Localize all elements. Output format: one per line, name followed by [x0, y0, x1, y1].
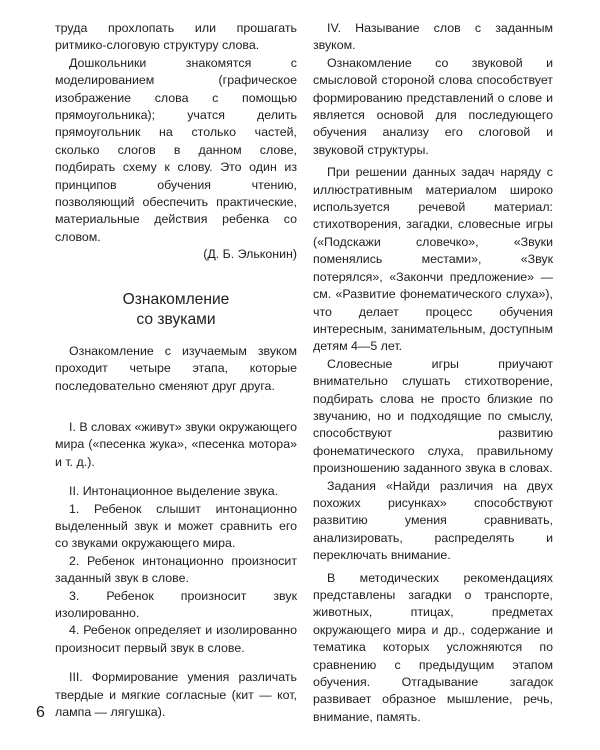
stage-2-item-1: 1. Ребенок слышит интонационно выделенный звук и может сравнить его со звуками окружающего мира.: [55, 501, 297, 551]
page-number: 6: [36, 704, 45, 721]
paragraph-stages-intro: Ознакомление с изучаемым звуком проходит четыре этапа, которые последовательно сменяют друг друга.: [55, 343, 297, 393]
paragraph-speech-material: При решении данных задач наряду с иллюстративным материалом широко используется речевой материал: стихотворения, загадки, словесные игры («Подскажи словечко», «Звуки поменялись местами», «Звук потерялся», «Закончи предложение» — см. «Развитие фонематического слуха»), что делает процесс обучения интересным, занимательным, доступным детям 4—5 лет.: [313, 165, 553, 354]
stage-4: IV. Называние слов с заданным звуком.: [313, 21, 553, 53]
paragraph-modeling: Дошкольники знакомятся с моделированием (графическое изображение слова с помощью прямоугольника); учатся делить прямоугольник на столько частей, сколько слогов в данном слове, подбирать схему к слову. Это один из принципов обучения чтению, позволяющий обеспечить практические, материальные действия ребенка со словом.: [55, 55, 297, 244]
paragraph-riddles: В методических рекомендациях представлены загадки о транспорте, животных, птицах, предметах окружающего мира и др., содержание и тематика которых усложняются по сравнению с предыдущим этапом обучения. Отгадывание загадок развивает образное мышление, речь, внимание, память.: [313, 570, 553, 724]
paragraph-rhythm: труда прохлопать или прошагать ритмико-слоговую структуру слова.: [55, 21, 297, 53]
stage-2-title: II. Интонационное выделение звука.: [69, 484, 279, 499]
left-column: [55, 20, 297, 721]
stage-2-item-3: 3. Ребенок произносит звук изолированно.: [55, 588, 297, 620]
stage-3: III. Формирование умения различать твердые и мягкие согласные (кит — кот, лампа — лягушка).: [55, 670, 297, 719]
right-column: [313, 20, 553, 726]
stage-2-item-2: 2. Ребенок интонационно произносит заданный звук в слове.: [55, 553, 297, 586]
heading-line-1: Ознакомление: [122, 290, 230, 308]
paragraph-word-awareness: Ознакомление со звуковой и смысловой стороной слова способствует формированию представлений о слове и является основой для последующего обучения анализу его слоговой и звуковой структуры.: [313, 55, 553, 157]
stage-2-item-4: 4. Ребенок определяет и изолированно произносит первый звук в слове.: [55, 623, 297, 655]
stage-1: I. В словах «живут» звуки окружающего мира («песенка жука», «песенка мотора» и т. д.).: [55, 419, 298, 469]
heading-line-2: со звуками: [136, 310, 216, 328]
section-heading: [55, 290, 297, 330]
attribution: (Д. Б. Эльконин): [203, 247, 297, 262]
paragraph-find-differences: Задания «Найди различия на двух похожих рисунках» способствуют развитию умения сравнивать, анализировать, распределять и переключать внимание.: [313, 478, 553, 563]
paragraph-word-games: Словесные игры приучают внимательно слушать стихотворение, подбирать слова не просто близкие по звучанию, но и подходящие по смыслу, способствуют развитию фонематического слуха, правильному произношению заданного звука в словах.: [313, 356, 553, 476]
